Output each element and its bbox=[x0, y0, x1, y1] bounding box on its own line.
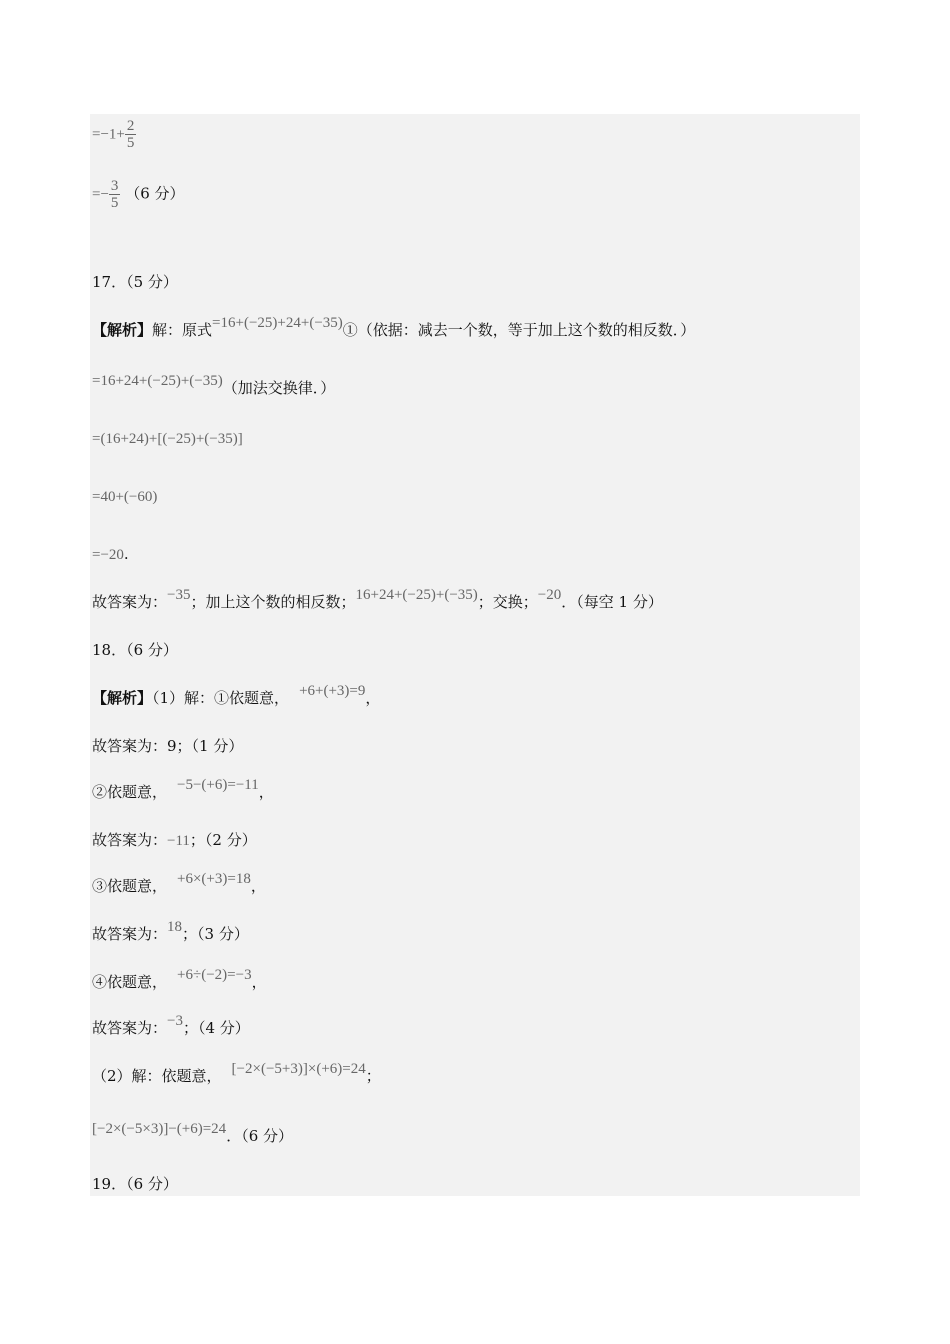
q19-header: 19．（6 分） bbox=[92, 1175, 178, 1193]
score-note: （6 分） bbox=[125, 184, 185, 203]
math-expression: −35 bbox=[167, 587, 191, 603]
math-expression: =−1+ bbox=[92, 126, 125, 143]
math-expression: −5−(+6)=−11 bbox=[177, 777, 259, 793]
q18-line-b: 故答案为：9；（1 分） bbox=[92, 737, 244, 755]
q18-line-f: 故答案为：18；（3 分） bbox=[92, 919, 249, 943]
math-expression: =16+24+(−25)+(−35) bbox=[92, 373, 223, 389]
fraction: $\frac{2}{5}$ bbox=[126, 118, 135, 151]
q17-line-d bbox=[92, 486, 157, 507]
line-2 bbox=[92, 178, 185, 211]
math-expression: −20 bbox=[537, 587, 562, 603]
math-expression: +6÷(−2)=−3 bbox=[177, 967, 252, 983]
math-expression: [−2×(−5×3)]−(+6)=24 bbox=[92, 1121, 227, 1137]
q17-line-c bbox=[92, 428, 243, 449]
analysis-label: 【解析】 bbox=[92, 689, 153, 707]
q18-line-i: （2）解：依题意， [−2×(−5+3)]×(+6)=24； bbox=[92, 1061, 381, 1085]
q18-header: 18．（6 分） bbox=[92, 641, 178, 659]
q17-line-b: =16+24+(−25)+(−35)（加法交换律．） bbox=[92, 373, 336, 397]
math-expression: +6×(+3)=18 bbox=[177, 871, 251, 887]
math-expression: −11 bbox=[167, 833, 190, 849]
q18-line-a: 【解析】（1）解：①依题意， +6+(+3)=9， bbox=[92, 683, 381, 707]
q17-line-e: =−20. bbox=[92, 545, 129, 563]
q17-line-a: 【解析】解：原式=16+(−25)+24+(−35)①（依据：减去一个数，等于加上这个数的相反数．） bbox=[92, 315, 696, 339]
q18-line-e: ③依题意， +6×(+3)=18， bbox=[92, 871, 266, 895]
q18-line-c: ②依题意， −5−(+6)=−11， bbox=[92, 777, 274, 801]
math-expression: [−2×(−5+3)]×(+6)=24 bbox=[231, 1061, 366, 1077]
math-expression: =(16+24)+[(−25)+(−35)] bbox=[92, 431, 243, 447]
math-expression: =40+(−60) bbox=[92, 489, 158, 505]
q18-line-g: ④依题意， +6÷(−2)=−3， bbox=[92, 967, 267, 991]
q18-line-j: [−2×(−5×3)]−(+6)=24．（6 分） bbox=[92, 1121, 293, 1145]
q17-header: 17．（5 分） bbox=[92, 273, 178, 291]
math-expression: 18 bbox=[167, 919, 183, 935]
math-expression: +6+(+3)=9 bbox=[299, 683, 366, 699]
line-1 bbox=[92, 118, 136, 151]
fraction: $\frac{3}{5}$ bbox=[110, 178, 119, 211]
analysis-label: 【解析】 bbox=[92, 321, 153, 339]
math-expression: −3 bbox=[167, 1013, 183, 1029]
math-expression: =− bbox=[92, 186, 109, 203]
math-expression: =−20 bbox=[92, 547, 124, 563]
q18-line-d: 故答案为：−11；（2 分） bbox=[92, 831, 257, 849]
math-expression: =16+(−25)+24+(−35) bbox=[212, 315, 343, 331]
q17-answer: 故答案为：−35；加上这个数的相反数；16+24+(−25)+(−35)；交换；−20．（每空 1 分） bbox=[92, 587, 663, 611]
math-expression: 16+24+(−25)+(−35) bbox=[355, 587, 478, 603]
q18-line-h: 故答案为：−3；（4 分） bbox=[92, 1013, 250, 1037]
